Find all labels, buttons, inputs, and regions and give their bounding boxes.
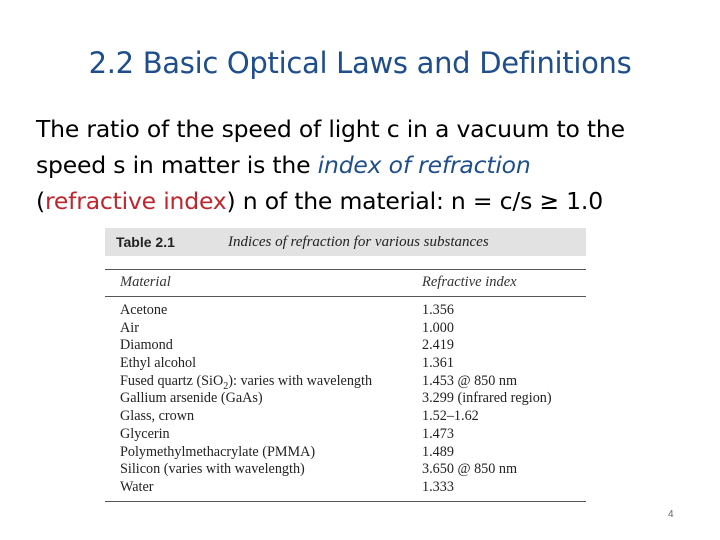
body-text-part2: ) n of the material: n = c/s ≥ 1.0 (226, 187, 603, 215)
material-cell (120, 461, 305, 479)
refractive-index-cell: 1.489 (422, 443, 454, 460)
table-header-rule (105, 296, 586, 297)
table-row (105, 408, 586, 426)
material-cell (120, 320, 139, 338)
material-name: Glass, crown (120, 408, 195, 425)
material-name: Fused quartz (SiO (120, 372, 224, 389)
material-name: Polymethylmethacrylate (PMMA) (120, 443, 316, 460)
table-row (105, 373, 586, 391)
table-row (105, 461, 586, 479)
refractive-index-cell: 2.419 (422, 337, 454, 354)
table-row (105, 355, 586, 373)
open-paren: ( (36, 187, 45, 215)
body-paragraph (36, 111, 696, 219)
table-row (105, 302, 586, 320)
material-name: Acetone (120, 302, 168, 318)
table-row (105, 426, 586, 444)
refractive-index-cell: 1.000 (422, 319, 454, 336)
material-name: Ethyl alcohol (120, 355, 197, 372)
slide-title: 2.2 Basic Optical Laws and Definitions (88, 46, 632, 80)
material-subscript: 2 (223, 380, 229, 392)
table-row (105, 390, 586, 408)
column-header-refractive-index: Refractive index (422, 274, 517, 290)
material-cell (120, 390, 263, 408)
material-cell (120, 479, 154, 497)
material-name: Air (120, 319, 139, 336)
table-row (105, 337, 586, 355)
refraction-table (105, 228, 586, 503)
material-name: Diamond (120, 337, 173, 354)
table-row (105, 320, 586, 338)
material-cell (120, 337, 173, 355)
refractive-index-cell: 1.333 (422, 478, 454, 495)
refractive-index-cell: 1.453 @ 850 nm (422, 372, 518, 389)
table-bottom-rule (105, 501, 586, 502)
material-name: Water (120, 478, 154, 495)
column-header-material: Material (120, 274, 171, 290)
material-cell (120, 408, 194, 426)
index-of-refraction-term: index of refraction (317, 151, 531, 179)
material-cell (120, 444, 315, 462)
table-top-rule (105, 269, 586, 270)
material-note: ): varies with wavelength (228, 372, 373, 389)
refractive-index-cell: 1.356 (422, 302, 454, 318)
material-cell (120, 355, 196, 373)
table-caption-bar (105, 228, 586, 256)
refractive-index-cell: 3.299 (infrared region) (422, 390, 552, 407)
page-number: 4 (668, 509, 674, 520)
table-caption: Indices of refraction for various substances (228, 234, 489, 250)
material-name: Silicon (varies with wavelength) (120, 461, 305, 478)
material-cell (120, 302, 167, 320)
material-name: Gallium arsenide (GaAs) (120, 390, 263, 407)
refractive-index-cell: 1.52–1.62 (422, 408, 479, 425)
refractive-index-cell: 1.473 (422, 425, 454, 442)
body-text-part1: The ratio of the speed of light c in a vacuum to the speed s in matter is the (36, 115, 625, 179)
material-cell (120, 426, 170, 444)
refractive-index-term: refractive index (44, 187, 227, 215)
refractive-index-cell: 3.650 @ 850 nm (422, 461, 518, 478)
refractive-index-cell: 1.361 (422, 355, 454, 372)
table-body (105, 302, 586, 497)
table-row (105, 444, 586, 462)
table-number: Table 2.1 (116, 234, 175, 250)
table-row (105, 479, 586, 497)
material-name: Glycerin (120, 425, 170, 442)
